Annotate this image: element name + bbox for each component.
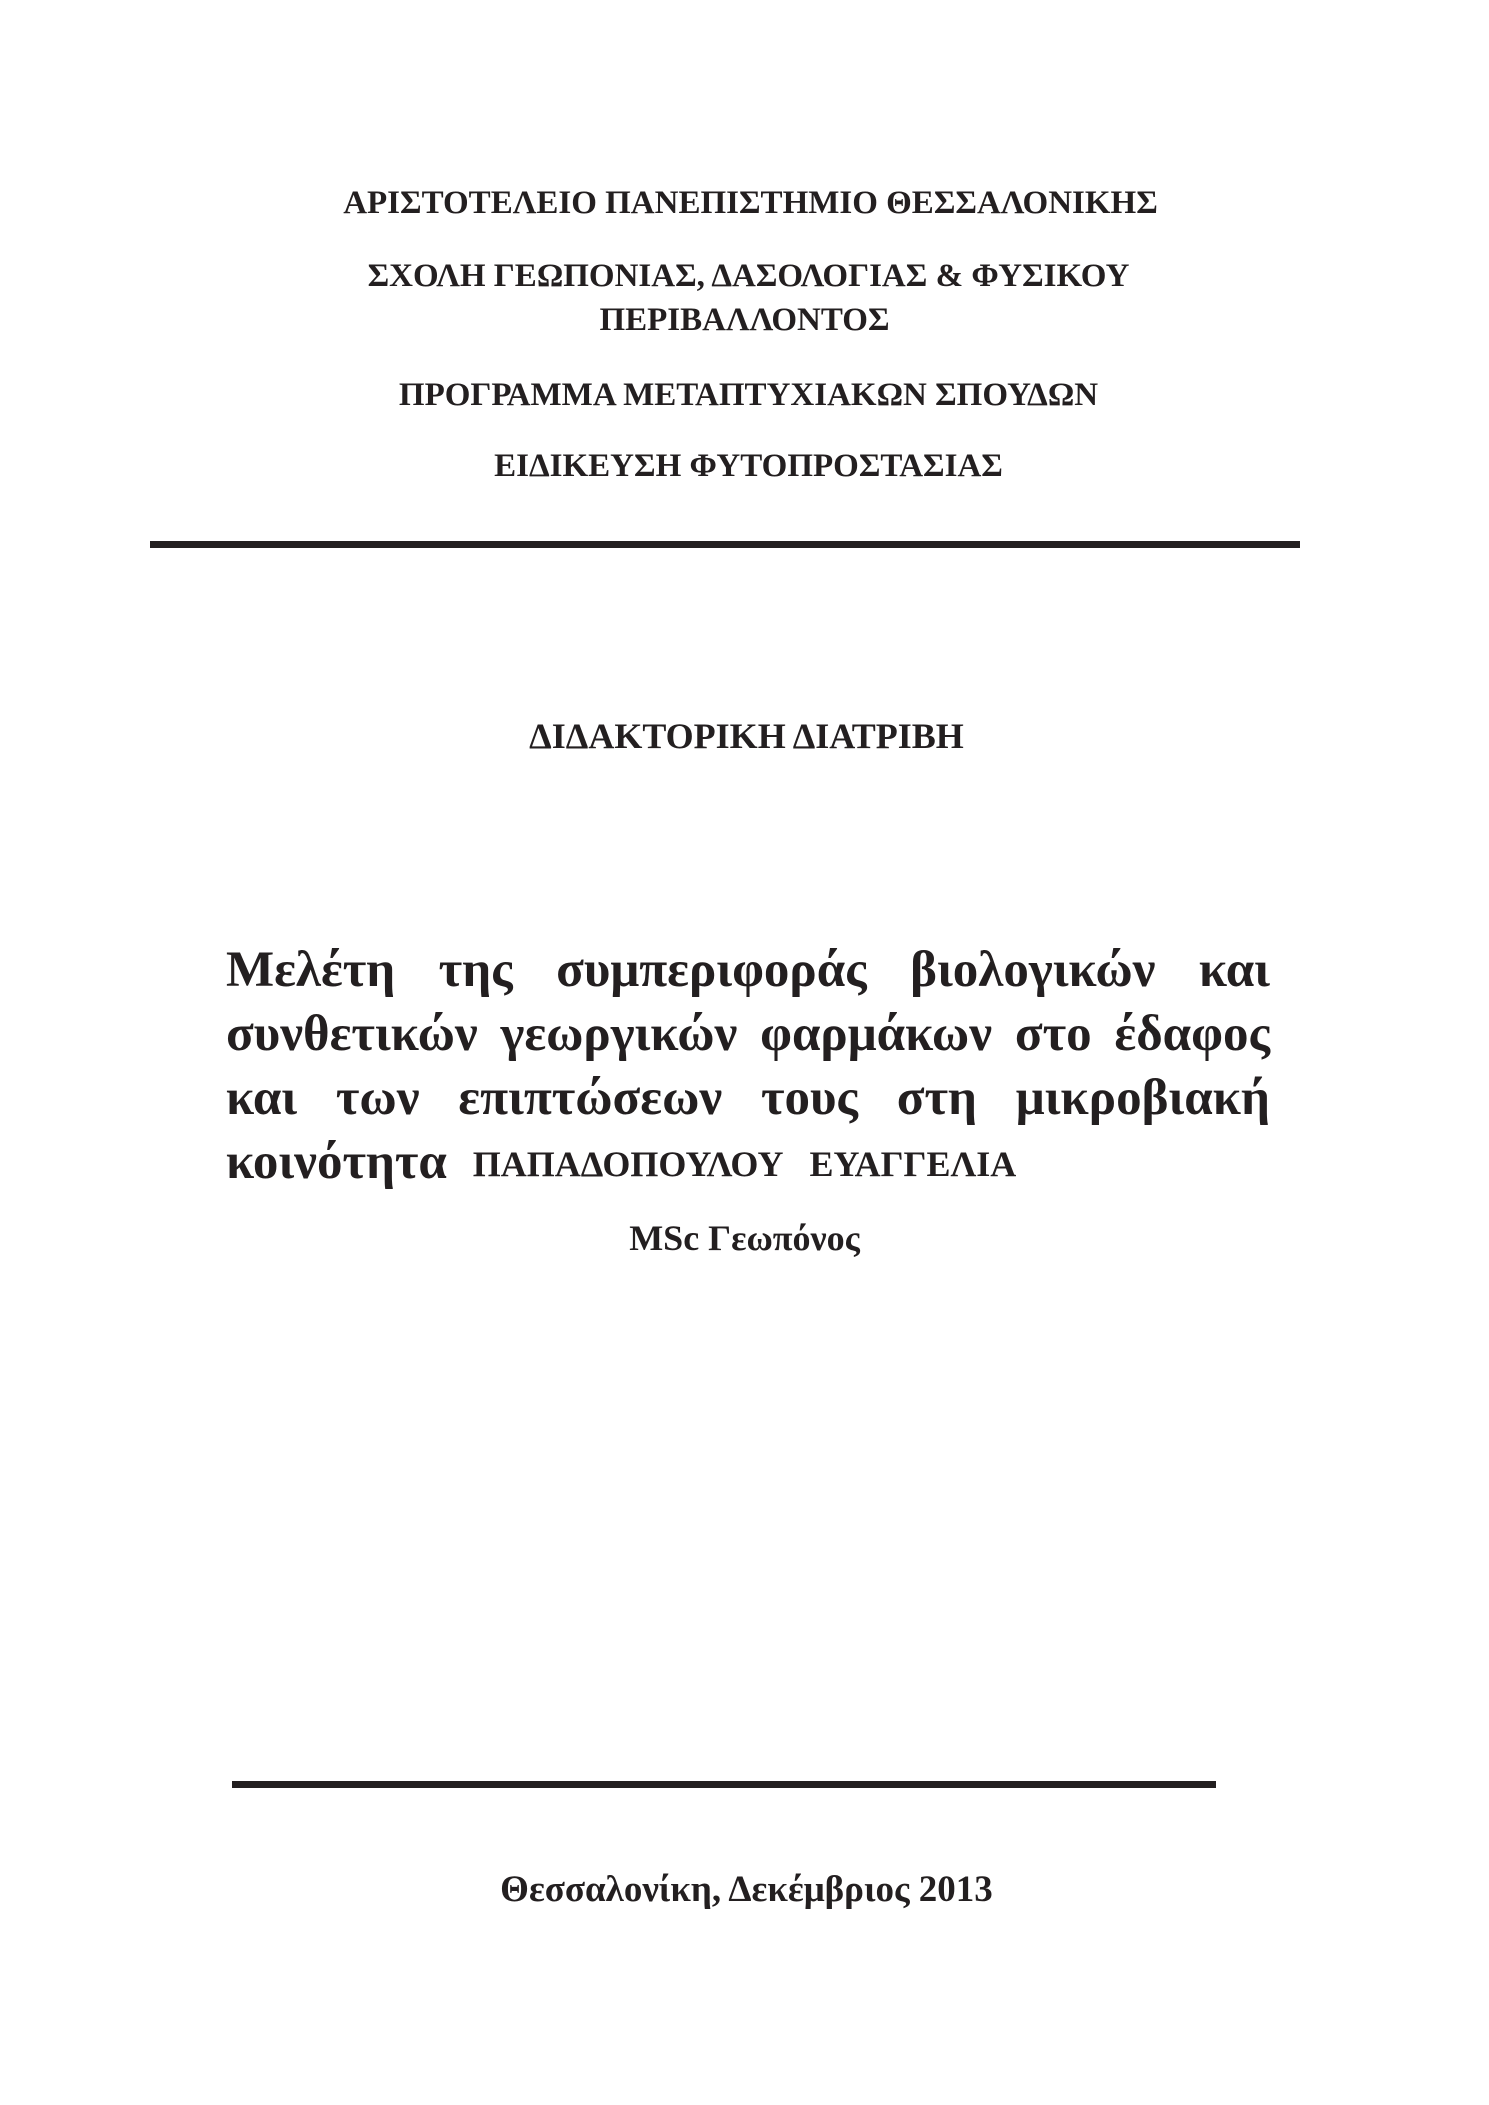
place-and-date: Θεσσαλονίκη, Δεκέμβριος 2013 <box>500 1869 993 1910</box>
thesis-title-line: κοινότητα <box>226 1134 447 1190</box>
university-name: ΑΡΙΣΤΟΤΕΛΕΙΟ ΠΑΝΕΠΙΣΤΗΜΙΟ ΘΕΣΣΑΛΟΝΙΚΗΣ <box>343 185 1158 221</box>
program-name: ΠΡΟΓΡΑΜΜΑ ΜΕΤΑΠΤΥΧΙΑΚΩΝ ΣΠΟΥΔΩΝ <box>398 377 1099 413</box>
document-type: ΔΙΔΑΚΤΟΡΙΚΗ ΔΙΑΤΡΙΒΗ <box>529 716 964 756</box>
author-degree: MSc Γεωπόνος <box>629 1218 860 1258</box>
author-name: ΠΑΠΑΔΟΠΟΥΛΟΥ ΕΥΑΓΓΕΛΙΑ <box>472 1144 1017 1184</box>
thesis-title-line: Μελέτη της συμπεριφοράς βιολογικών και <box>226 942 1270 998</box>
specialization-name: ΕΙΔΙΚΕΥΣΗ ΦΥΤΟΠΡΟΣΤΑΣΙΑΣ <box>494 448 1003 484</box>
thesis-title-line: συνθετικών γεωργικών φαρμάκων στο έδαφος <box>226 1006 1270 1062</box>
school-name-line-2: ΠΕΡΙΒΑΛΛΟΝΤΟΣ <box>599 302 890 338</box>
school-name-line-1: ΣΧΟΛΗ ΓΕΩΠΟΝΙΑΣ, ΔΑΣΟΛΟΓΙΑΣ & ΦΥΣΙΚΟΥ <box>367 258 1130 294</box>
bottom-divider <box>232 1781 1216 1788</box>
thesis-title-line: και των επιπτώσεων τους στη μικροβιακή <box>226 1070 1270 1126</box>
top-divider <box>150 541 1300 548</box>
